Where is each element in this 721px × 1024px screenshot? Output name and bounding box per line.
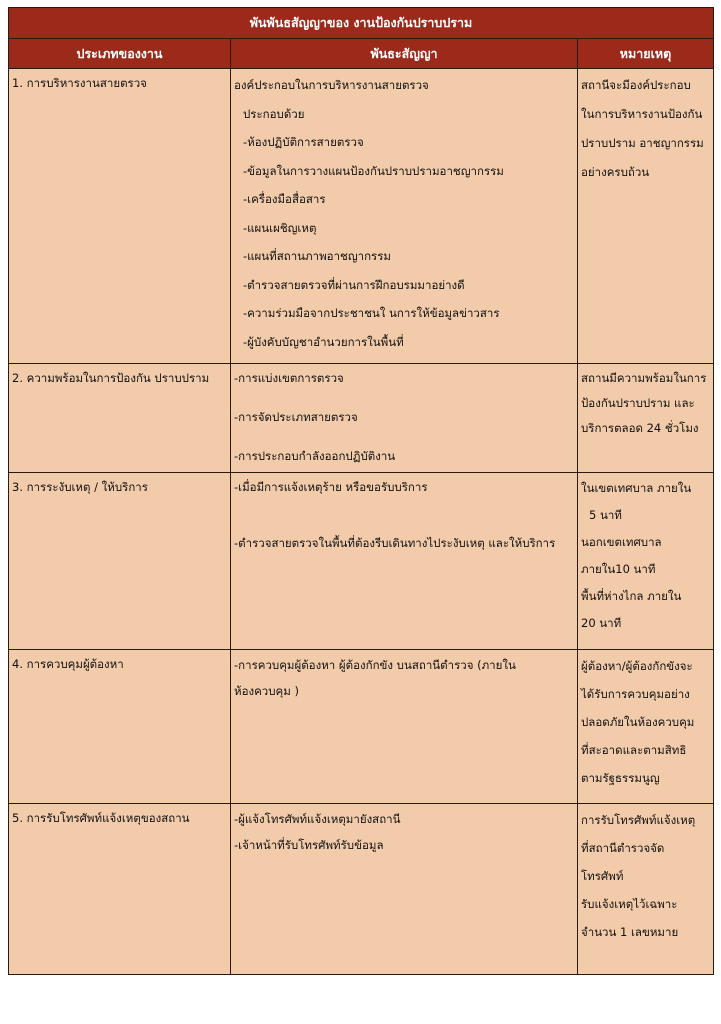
type-text: 2. ความพร้อมในการป้องกัน ปราบปราม xyxy=(12,371,210,385)
note-line: นอกเขตเทศบาล xyxy=(581,535,662,549)
note-cell xyxy=(578,650,714,804)
type-cell xyxy=(9,650,231,804)
commitment-line: -ผู้แจ้งโทรศัพท์แจ้งเหตุมายังสถานี xyxy=(234,812,401,826)
note-line: พื้นที่ห่างไกล ภายใน xyxy=(581,589,682,603)
type-cell xyxy=(9,804,231,975)
type-cell xyxy=(9,364,231,473)
commitment-line: -ห้องปฏิบัติการสายตรวจ xyxy=(243,135,364,149)
commitment-cell xyxy=(231,804,578,975)
note-cell xyxy=(578,473,714,650)
type-text: 4. การควบคุมผู้ต้องหา xyxy=(12,657,124,671)
commitment-cell xyxy=(231,69,578,364)
commitment-line: -การแบ่งเขตการตรวจ xyxy=(234,371,344,385)
note-line: ในการบริหารงานป้องกัน xyxy=(581,107,703,121)
title-row xyxy=(9,8,714,39)
note-line: ได้รับการควบคุมอย่าง xyxy=(581,687,690,701)
commitment-line: -การประกอบกำลังออกปฏิบัติงาน xyxy=(234,449,396,463)
note-line: สถานีจะมีองค์ประกอบ xyxy=(581,78,691,92)
commitment-line: -ตำรวจสายตรวจในพื้นที่ต้องรีบเดินทางไประงับเหตุ และให้บริการ xyxy=(234,536,556,550)
commitment-line: -แผนเผชิญเหตุ xyxy=(243,220,317,235)
commitment-line: -การจัดประเภทสายตรวจ xyxy=(234,410,358,424)
table-row xyxy=(9,69,714,364)
note-line: ตามรัฐธรรมนูญ xyxy=(581,771,660,785)
table-row xyxy=(9,804,714,975)
commitment-line: -การควบคุมผู้ต้องหา ผู้ต้องกักขัง บนสถานีตำรวจ (ภายใน xyxy=(234,658,516,672)
commitment-table xyxy=(8,7,714,975)
commitment-line: -แผนที่สถานภาพอาชญากรรม xyxy=(243,249,391,263)
table-title: พันพันธสัญญาของ งานป้องกันปราบปราม xyxy=(9,8,714,39)
note-line: ที่สะอาดและตามสิทธิ xyxy=(581,743,687,757)
note-line: ปลอดภัยในห้องควบคุม xyxy=(581,715,695,729)
note-line: รับแจ้งเหตุไว้เฉพาะ xyxy=(581,897,678,911)
commitment-line: -เครื่องมือสื่อสาร xyxy=(243,192,326,206)
note-line: ภายใน10 นาที xyxy=(581,562,656,576)
commitment-cell xyxy=(231,473,578,650)
header-row xyxy=(9,39,714,69)
note-line: สถานมีความพร้อมในการ xyxy=(581,371,707,385)
type-cell xyxy=(9,69,231,364)
type-cell xyxy=(9,473,231,650)
commitment-line: ประกอบด้วย xyxy=(243,106,305,121)
type-text: 1. การบริหารงานสายตรวจ xyxy=(12,76,147,90)
note-line: ปราบปราม อาชญากรรม xyxy=(581,136,704,150)
note-line: ที่สถานีตำรวจจัด xyxy=(581,841,665,855)
table-row xyxy=(9,650,714,804)
note-line: ป้องกันปราบปราม และ xyxy=(581,396,695,410)
commitment-line: องค์ประกอบในการบริหารงานสายตรวจ xyxy=(234,78,429,92)
commitment-line: -ตำรวจสายตรวจที่ผ่านการฝึกอบรมมาอย่างดี xyxy=(243,277,465,292)
note-line: ในเขตเทศบาล ภายใน xyxy=(581,481,692,495)
commitment-line: -ข้อมูลในการวางแผนป้องกันปราบปรามอาชญากรรม xyxy=(243,163,504,178)
commitment-line: -เจ้าหน้าที่รับโทรศัพท์รับข้อมูล xyxy=(234,838,384,852)
note-line: บริการตลอด 24 ชั่วโมง xyxy=(581,421,699,435)
note-line: การรับโทรศัพท์แจ้งเหตุ xyxy=(581,813,696,827)
note-line: อย่างครบถ้วน xyxy=(581,165,650,179)
table-row xyxy=(9,364,714,473)
commitment-cell xyxy=(231,650,578,804)
commitment-cell xyxy=(231,364,578,473)
commitment-line: -ผู้บังคับบัญชาอำนวยการในพื้นที่ xyxy=(243,334,404,349)
note-line: 5 นาที xyxy=(589,508,622,522)
commitment-line: ห้องควบคุม ) xyxy=(234,684,299,698)
note-line: จำนวน 1 เลขหมาย xyxy=(581,925,679,939)
note-cell xyxy=(578,804,714,975)
type-text: 5. การรับโทรศัพท์แจ้งเหตุของสถาน xyxy=(12,811,190,825)
header-note: หมายเหตุ xyxy=(578,39,714,69)
header-type: ประเภทของงาน xyxy=(9,39,231,69)
commitment-line: -ความร่วมมือจากประชาชนใ นการให้ข้อมูลข่าวสาร xyxy=(243,306,500,320)
note-cell xyxy=(578,364,714,473)
note-cell xyxy=(578,69,714,364)
header-commitment: พันธะสัญญา xyxy=(231,39,578,69)
note-line: 20 นาที xyxy=(581,616,622,630)
note-line: โทรศัพท์ xyxy=(581,869,624,883)
type-text: 3. การระงับเหตุ / ให้บริการ xyxy=(12,480,148,494)
note-line: ผู้ต้องหา/ผู้ต้องกักขังจะ xyxy=(581,659,693,673)
table-row xyxy=(9,473,714,650)
commitment-line: -เมื่อมีการแจ้งเหตุร้าย หรือขอรับบริการ xyxy=(234,480,428,494)
